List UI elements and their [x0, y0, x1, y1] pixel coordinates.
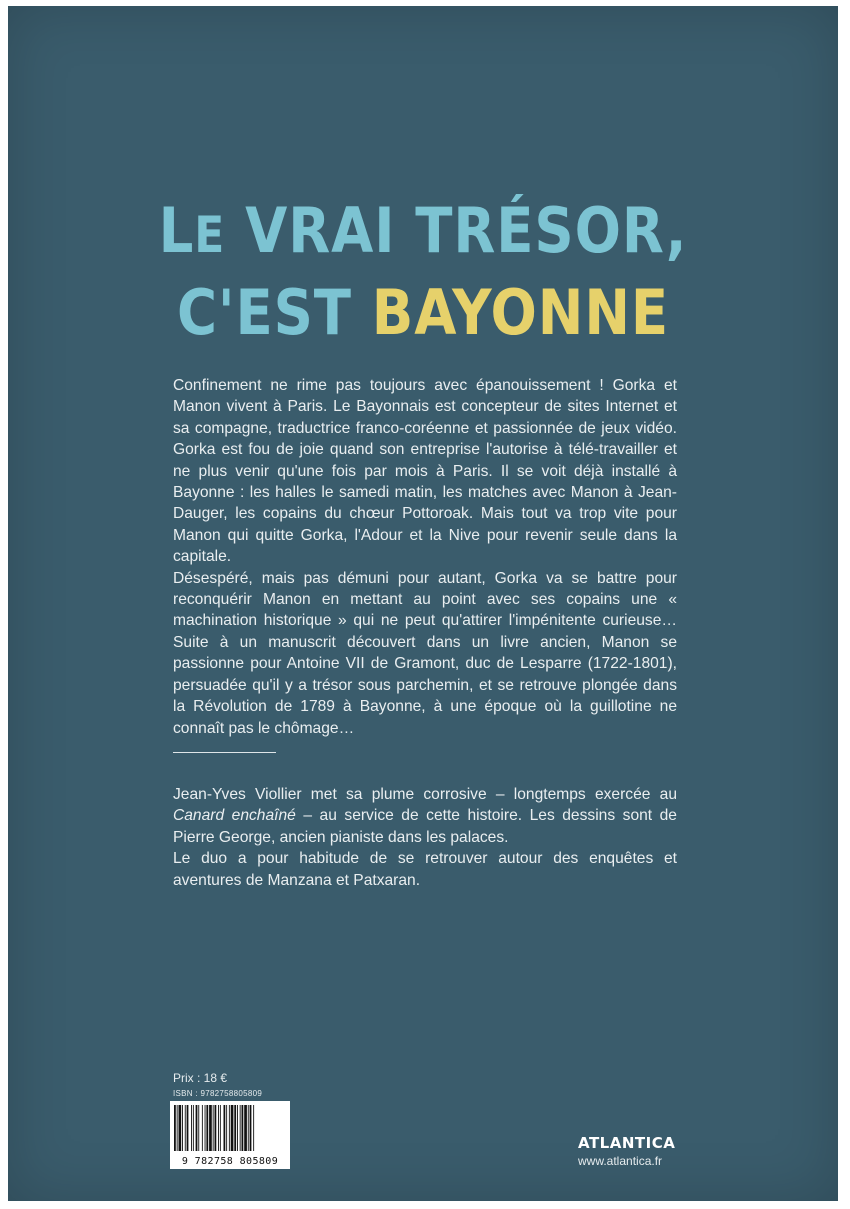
barcode-bar	[198, 1105, 199, 1151]
barcode-bar	[182, 1105, 183, 1151]
title-line-1	[58, 194, 788, 267]
barcode-bar	[242, 1105, 244, 1151]
title-line-2	[58, 276, 788, 349]
price-label: Prix : 18 €	[173, 1071, 228, 1085]
barcode-bar	[206, 1105, 208, 1151]
title-vrai-tresor: VRAI TRÉSOR,	[225, 194, 688, 267]
publisher-website: www.atlantica.fr	[578, 1154, 663, 1168]
publisher-logo: ATLANTICA	[578, 1134, 676, 1152]
barcode-bar	[205, 1105, 206, 1151]
back-cover	[8, 6, 838, 1201]
barcode-bar	[244, 1105, 247, 1151]
barcode-bar	[226, 1105, 227, 1151]
barcode-bar	[224, 1105, 226, 1151]
barcode-bar	[250, 1105, 252, 1151]
barcode-bar	[253, 1105, 254, 1151]
author-paragraph	[173, 784, 677, 848]
author-text-1: Jean-Yves Viollier met sa plume corrosive – longtemps exercée au	[173, 786, 677, 803]
title-cest: C'EST	[176, 276, 372, 349]
synopsis	[173, 375, 677, 739]
barcode	[170, 1101, 290, 1169]
barcode-bars	[170, 1101, 290, 1155]
barcode-bar	[248, 1105, 249, 1151]
title-bayonne: BAYONNE	[371, 276, 670, 349]
isbn-label: ISBN : 9782758805809	[173, 1089, 263, 1098]
barcode-digits: 9 782758 805809	[181, 1156, 279, 1167]
barcode-bar	[215, 1105, 217, 1151]
author-text-2: – au service de cette histoire. Les dessins sont de Pierre George, ancien pianiste dans les palaces.	[173, 807, 677, 846]
barcode-bar	[237, 1105, 238, 1151]
barcode-bar	[196, 1105, 198, 1151]
barcode-bar	[191, 1105, 192, 1151]
barcode-bar	[209, 1105, 212, 1151]
synopsis-paragraph-2: Désespéré, mais pas démuni pour autant, Gorka va se battre pour reconquérir Manon en mettant au point avec ses copains une « machination historique » qui ne peut qu'attirer l'impénitente curieuse… Suite à un manuscrit découvert dans un livre ancien, Manon se passionne pour Antoine VII de Gramont, duc de Lesparre (1722-1801), persuadée qu'il y a trésor sous parchemin, et se retrouve plongée dans la Révolution de 1789 à Bayonne, à une époque où la guillotine ne connaît pas le chômage…	[173, 569, 677, 737]
barcode-bar	[187, 1105, 189, 1151]
divider	[173, 752, 276, 753]
barcode-bar	[218, 1105, 219, 1151]
barcode-bar	[177, 1105, 178, 1151]
barcode-bar	[220, 1105, 221, 1151]
barcode-bar	[193, 1105, 194, 1151]
barcode-bar	[240, 1105, 241, 1151]
barcode-bar	[234, 1105, 236, 1151]
barcode-bar	[179, 1105, 182, 1151]
title-letter-e: E	[194, 206, 226, 264]
newspaper-name: Canard enchaîné	[173, 807, 296, 825]
synopsis-paragraph-1: Confinement ne rime pas toujours avec épanouissement ! Gorka et Manon vivent à Paris. Le Bayonnais est concepteur de sites Internet et sa compagne, traductrice franco-coréenne et passionnée de jeux vidéo. Gorka est fou de joie quand son entreprise l'autorise à télé-travailler et ne plus venir qu'une fois par mois à Paris. Il se voit déjà installé à Bayonne : les halles le samedi matin, les matches avec Manon à Jean-Dauger, les copains du chœur Pottoroak. Mais tout va trop vite pour Manon qui quitte Gorka, l'Adour et la Nive pour revenir seule dans la capitale.	[173, 377, 677, 566]
duo-paragraph: Le duo a pour habitude de se retrouver autour des enquêtes et aventures de Manzana et Patxaran.	[173, 850, 677, 889]
barcode-bar	[213, 1105, 214, 1151]
title-letter-l: L	[158, 194, 195, 267]
barcode-bar	[174, 1105, 176, 1151]
barcode-bar	[185, 1105, 186, 1151]
barcode-bar	[231, 1105, 234, 1151]
barcode-bar	[202, 1105, 203, 1151]
author-info	[173, 784, 677, 891]
barcode-bar	[229, 1105, 230, 1151]
